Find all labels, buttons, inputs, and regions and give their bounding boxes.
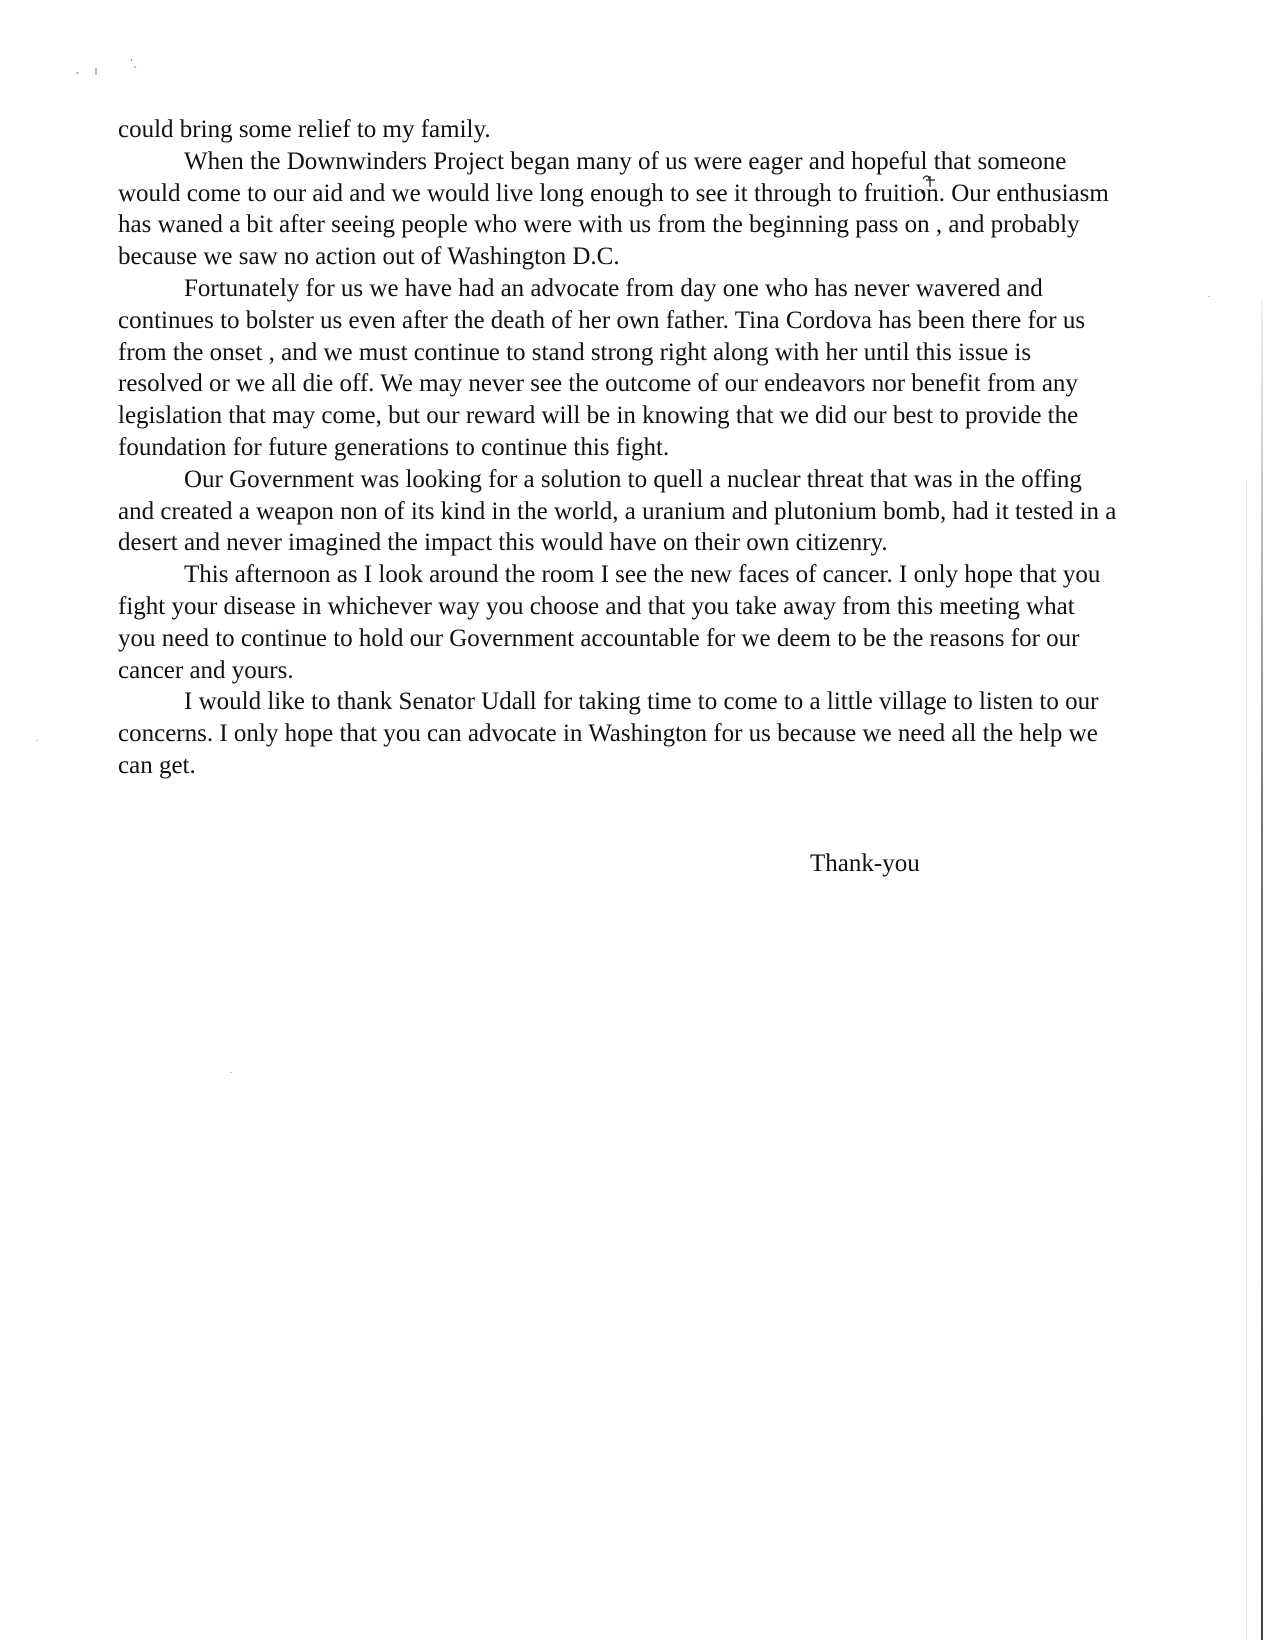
- paragraph-1: could bring some relief to my family.: [118, 116, 491, 143]
- scan-artifact-marks: [70, 55, 150, 85]
- paragraph-5: This afternoon as I look around the room I see the new faces of cancer. I only hope that you fight your disease in whichever way you choose and that you take away from this meeting what you need to continue to hold our Government accountable for we deem to be the reasons for our cancer and yours.: [118, 561, 1101, 684]
- scan-speck: [36, 740, 38, 741]
- scan-speck: [1208, 296, 1210, 297]
- scan-right-edge-shadow: [1261, 300, 1263, 1640]
- scan-speck: [230, 1072, 232, 1073]
- paragraph-3: Fortunately for us we have had an advocate from day one who has never wavered and continues to bolster us even after the death of her own father. Tina Cordova has been there for us from the onset , and we must continue to stand strong right along with her until this issue is resolved or we all die off. We may never see the outcome of our endeavors nor benefit from any legislation that may come, but our reward will be in knowing that we did our best to provide the foundation for future generations to continue this fight.: [118, 274, 1086, 461]
- scan-right-edge-line: [1246, 480, 1247, 1640]
- handwritten-insertion-mark: [917, 173, 945, 195]
- paragraph-2: When the Downwinders Project began many of us were eager and hopeful that someone would come to our aid and we would live long enough to see it through to fruition. Our enthusiasm has waned a bit after seeing people who were with us from the beginning pass on , and probably because we saw no action out of Washington D.C.: [118, 147, 1109, 271]
- paragraph-6: I would like to thank Senator Udall for taking time to come to a little village to listen to our concerns. I only hope that you can advocate in Washington for us because we need all the help we can get.: [118, 688, 1099, 779]
- letter-body: [118, 114, 1118, 782]
- closing-thank-you: Thank-you: [810, 850, 920, 877]
- paragraph-4: Our Government was looking for a solution to quell a nuclear threat that was in the offing and created a weapon non of its kind in the world, a uranium and plutonium bomb, had it tested in a desert and never imagined the impact this would have on their own citizenry.: [118, 465, 1117, 557]
